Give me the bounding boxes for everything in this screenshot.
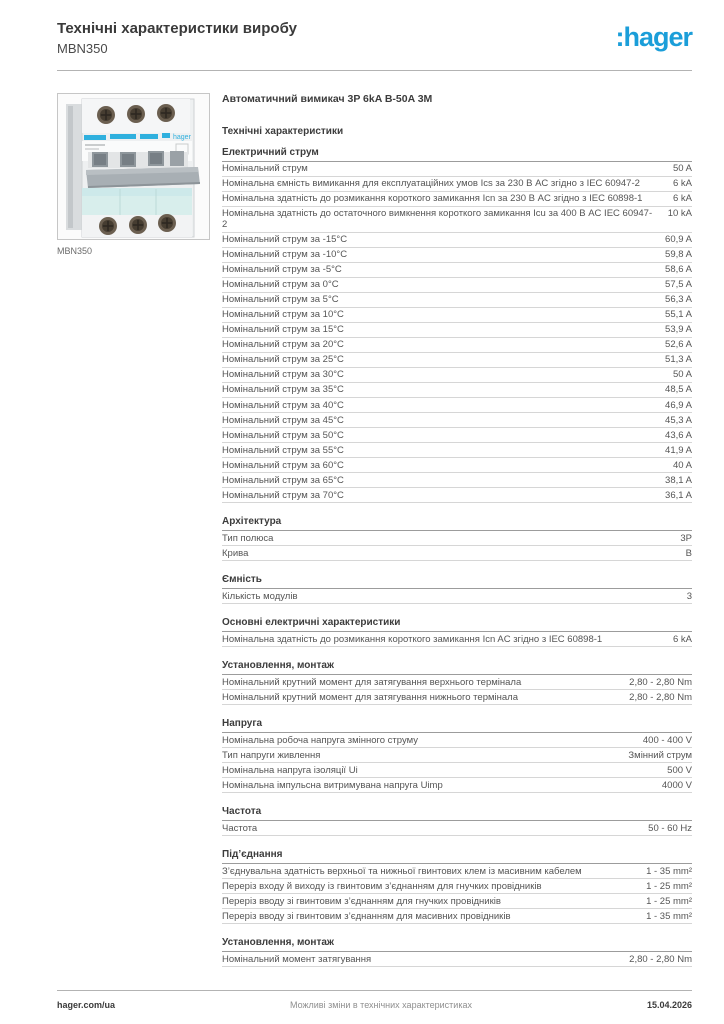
- spec-row: [222, 675, 692, 690]
- spec-row: [222, 398, 692, 413]
- spec-row: [222, 413, 692, 428]
- spec-section: [222, 574, 692, 604]
- product-image-caption: MBN350: [57, 245, 93, 256]
- spec-row: [222, 368, 692, 383]
- spec-value: 57,5 A: [665, 279, 692, 291]
- section-title: Установлення, монтаж: [222, 660, 692, 675]
- spec-value: 46,9 A: [665, 399, 692, 411]
- spec-label: Тип напруги живлення: [222, 749, 321, 761]
- spec-value: 55,1 A: [665, 309, 692, 321]
- spec-section: [222, 516, 692, 561]
- spec-label: Номінальний струм за 10°C: [222, 309, 344, 321]
- spec-label: Номінальний момент затягування: [222, 953, 372, 965]
- spec-row: [222, 248, 692, 263]
- spec-row: [222, 308, 692, 323]
- spec-label: Кількість модулів: [222, 590, 298, 602]
- spec-row: [222, 821, 692, 836]
- spec-row: [222, 864, 692, 879]
- section-title: Основні електричні характеристики: [222, 617, 692, 632]
- spec-label: Номінальна здатність до остаточного вимкнення короткого замикання Icu за 400 В AC IEC 60947-2: [222, 208, 653, 231]
- spec-row: [222, 207, 692, 233]
- spec-row: [222, 428, 692, 443]
- specs-column: [222, 93, 692, 968]
- spec-label: Тип полюса: [222, 532, 274, 544]
- spec-value: 36,1 A: [665, 489, 692, 501]
- header-divider: [57, 70, 692, 71]
- spec-value: 2,80 - 2,80 Nm: [629, 953, 692, 965]
- spec-row: [222, 952, 692, 967]
- spec-row: [222, 778, 692, 793]
- spec-row: [222, 233, 692, 248]
- spec-value: 50 - 60 Hz: [648, 822, 692, 834]
- spec-value: 400 - 400 V: [642, 734, 692, 746]
- spec-value: 2,80 - 2,80 Nm: [629, 676, 692, 688]
- spec-value: 60,9 A: [665, 234, 692, 246]
- product-title: Автоматичний вимикач 3P 6kA B-50A 3M: [222, 92, 433, 105]
- spec-label: Номінальний струм за 45°C: [222, 414, 344, 426]
- spec-row: [222, 488, 692, 503]
- spec-value: 10 kA: [667, 208, 692, 220]
- spec-value: 41,9 A: [665, 444, 692, 456]
- sections: [222, 147, 692, 968]
- specs-heading: Технічні характеристики: [222, 125, 344, 137]
- spec-row: [222, 162, 692, 177]
- spec-row: [222, 353, 692, 368]
- section-title: Під’єднання: [222, 849, 692, 864]
- spec-label: Номінальний крутний момент для затягування нижнього термінала: [222, 691, 518, 703]
- spec-value: 52,6 A: [665, 339, 692, 351]
- spec-label: Номінальний струм за 15°C: [222, 324, 344, 336]
- spec-label: Номінальна здатність до розмикання короткого замикання Icn AC згідно з IEC 60898-1: [222, 633, 603, 645]
- page-title: Технічні характеристики виробу: [57, 20, 297, 37]
- header-title-block: [57, 20, 297, 56]
- spec-row: [222, 763, 692, 778]
- spec-section: [222, 849, 692, 924]
- spec-row: [222, 531, 692, 546]
- spec-value: 1 - 25 mm²: [646, 895, 692, 907]
- spec-row: [222, 733, 692, 748]
- spec-label: Номінальний струм за -15°C: [222, 234, 348, 246]
- spec-row: [222, 589, 692, 604]
- spec-label: Переріз вводу зі гвинтовим з’єднанням для гнучких провідників: [222, 895, 501, 907]
- spec-section: [222, 937, 692, 967]
- spec-value: 50 A: [672, 163, 692, 175]
- product-image-column: [57, 93, 222, 968]
- spec-label: Номінальна робоча напруга змінного струму: [222, 734, 418, 746]
- section-title: Напруга: [222, 718, 692, 733]
- spec-value: 40 A: [672, 459, 692, 471]
- spec-value: 1 - 25 mm²: [646, 880, 692, 892]
- spec-label: Номінальна імпульсна витримувана напруга Uimp: [222, 779, 443, 791]
- top-terminal-screws: [97, 104, 175, 124]
- spec-value: 500 V: [667, 764, 692, 776]
- spec-value: 43,6 A: [665, 429, 692, 441]
- spec-row: [222, 632, 692, 647]
- spec-row: [222, 458, 692, 473]
- spec-label: Номінальний струм за 40°C: [222, 399, 344, 411]
- spec-section: [222, 617, 692, 647]
- spec-label: Номінальний струм за 55°C: [222, 444, 344, 456]
- spec-value: 48,5 A: [665, 384, 692, 396]
- spec-label: Номінальний струм за 70°C: [222, 489, 344, 501]
- spec-value: 3P: [680, 532, 692, 544]
- lower-face: [82, 188, 192, 216]
- spec-value: 3: [686, 590, 692, 602]
- page-footer: [57, 990, 692, 1010]
- product-image-frame: [57, 93, 210, 240]
- spec-row: [222, 473, 692, 488]
- spec-label: Номінальний струм за 50°C: [222, 429, 344, 441]
- spec-row: [222, 383, 692, 398]
- spec-value: 6 kA: [672, 633, 692, 645]
- section-title: Електричний струм: [222, 147, 692, 162]
- section-title: Частота: [222, 806, 692, 821]
- spec-value: 58,6 A: [665, 264, 692, 276]
- spec-value: 45,3 A: [665, 414, 692, 426]
- model-number: MBN350: [57, 40, 108, 56]
- spec-row: [222, 748, 692, 763]
- section-title: Ємність: [222, 574, 692, 589]
- spec-label: Номінальний струм за 20°C: [222, 339, 344, 351]
- spec-value: 1 - 35 mm²: [646, 910, 692, 922]
- spec-row: [222, 894, 692, 909]
- spec-row: [222, 690, 692, 705]
- spec-row: [222, 879, 692, 894]
- footer-date: 15.04.2026: [646, 1000, 692, 1010]
- spec-section: [222, 147, 692, 503]
- spec-label: Номінальна ємність вимикання для експлуатаційних умов Ics за 230 В AC згідно з IEC 60947-2: [222, 178, 640, 190]
- spec-label: Номінальна напруга ізоляції Ui: [222, 764, 358, 776]
- footer-disclaimer: Можливі зміни в технічних характеристиках: [290, 1000, 472, 1010]
- spec-value: 6 kA: [672, 193, 692, 205]
- spec-row: [222, 909, 692, 924]
- spec-row: [222, 293, 692, 308]
- spec-label: З’єднувальна здатність верхньої та нижньої гвинтових клем із масивним кабелем: [222, 865, 582, 877]
- svg-text:hager: hager: [173, 133, 191, 141]
- spec-row: [222, 323, 692, 338]
- footer-website: hager.com/ua: [57, 1000, 116, 1010]
- toggle-switches: [88, 151, 188, 168]
- spec-value: 56,3 A: [665, 294, 692, 306]
- spec-row: [222, 546, 692, 561]
- section-title: Установлення, монтаж: [222, 937, 692, 952]
- spec-label: Номінальний струм за 25°C: [222, 354, 344, 366]
- spec-value: 53,9 A: [665, 324, 692, 336]
- spec-value: 38,1 A: [665, 474, 692, 486]
- spec-label: Номінальний струм за 30°C: [222, 369, 344, 381]
- spec-value: 6 kA: [672, 178, 692, 190]
- spec-row: [222, 177, 692, 192]
- spec-label: Номінальний струм за 0°C: [222, 279, 339, 291]
- spec-value: Змінний струм: [628, 749, 692, 761]
- page-header: [57, 20, 692, 56]
- spec-label: Крива: [222, 547, 249, 559]
- spec-value: 2,80 - 2,80 Nm: [629, 691, 692, 703]
- spec-label: Номінальний струм: [222, 163, 308, 175]
- spec-label: Номінальний струм за 35°C: [222, 384, 344, 396]
- spec-label: Частота: [222, 822, 258, 834]
- hager-logo: :hager: [615, 22, 692, 52]
- spec-label: Номінальний струм за 5°C: [222, 294, 339, 306]
- spec-value: 50 A: [672, 369, 692, 381]
- spec-row: [222, 192, 692, 207]
- spec-label: Номінальний струм за 60°C: [222, 459, 344, 471]
- spec-label: Номінальний струм за -10°C: [222, 249, 348, 261]
- spec-label: Номінальний струм за 65°C: [222, 474, 344, 486]
- section-title: Архітектура: [222, 516, 692, 531]
- spec-value: B: [685, 547, 692, 559]
- spec-value: 4000 V: [661, 779, 692, 791]
- spec-label: Переріз входу й виходу із гвинтовим з’єднанням для гнучких провідників: [222, 880, 542, 892]
- circuit-breaker-image: [58, 94, 210, 240]
- spec-value: 1 - 35 mm²: [646, 865, 692, 877]
- spec-label: Номінальний струм за -5°C: [222, 264, 342, 276]
- spec-section: [222, 660, 692, 705]
- spec-row: [222, 263, 692, 278]
- spec-row: [222, 443, 692, 458]
- main-content: [57, 93, 692, 968]
- spec-row: [222, 278, 692, 293]
- spec-value: 59,8 A: [665, 249, 692, 261]
- spec-label: Переріз вводу зі гвинтовим з’єднанням для масивних провідників: [222, 910, 511, 922]
- spec-section: [222, 718, 692, 793]
- spec-row: [222, 338, 692, 353]
- spec-label: Номінальна здатність до розмикання короткого замикання Icn за 230 В AC згідно з IEC 60898-1: [222, 193, 643, 205]
- spec-value: 51,3 A: [665, 354, 692, 366]
- spec-section: [222, 806, 692, 836]
- spec-label: Номінальний крутний момент для затягування верхнього термінала: [222, 676, 522, 688]
